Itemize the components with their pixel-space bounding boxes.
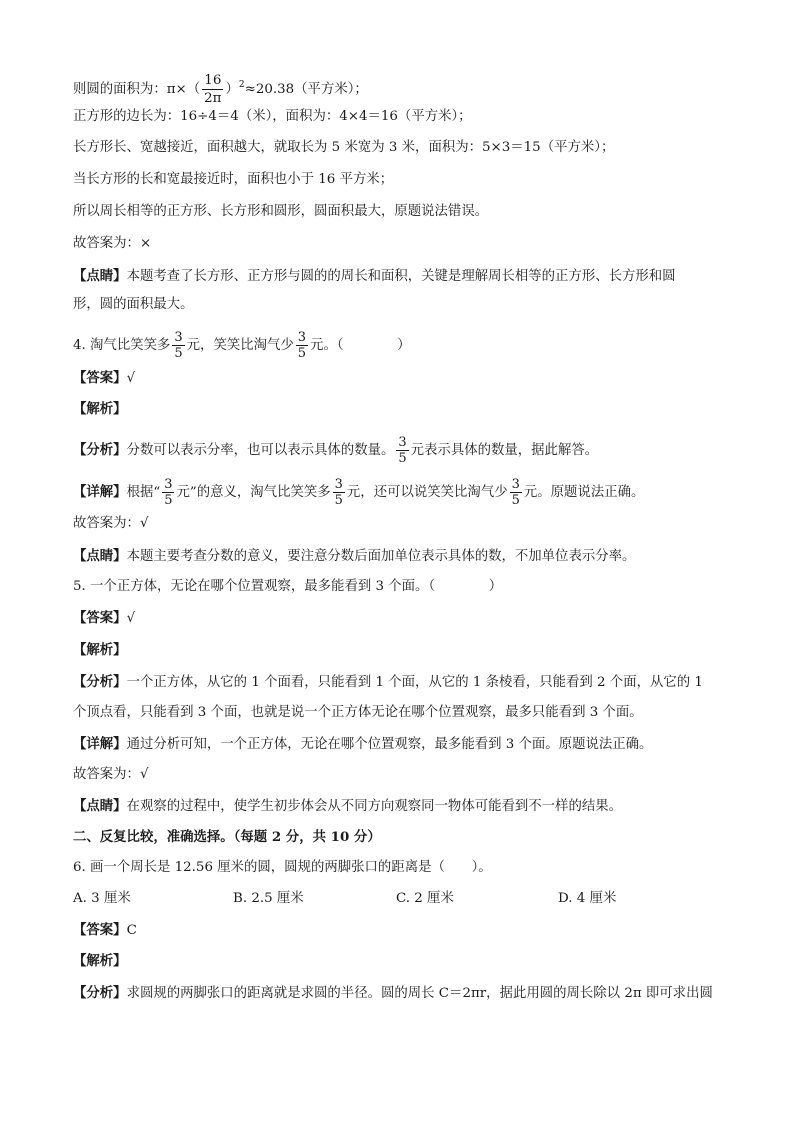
rectangle-area-line: 长方形长、宽越接近，面积越大，就取长为 5 米宽为 3 米，面积为：5×3＝15（平方米）； — [73, 140, 615, 155]
option-d: D. 4 厘米 — [558, 891, 617, 906]
q4-answer-line: 故答案为：√ — [73, 516, 149, 531]
q5-answer: 【答案】√ — [73, 610, 136, 626]
q4-fenxi: 【分析】分数可以表示分率，也可以表示具体的数量。 $\frac{3}{5}$ 元表示具体的数量，据此解答。 — [73, 435, 599, 466]
fraction-3-5: $\frac{3}{5}$ — [297, 330, 307, 361]
q6-options — [73, 888, 733, 910]
answer-line: 故答案为：× — [73, 236, 152, 251]
square-area-line: 正方形的边长为：16÷4＝4（米），面积为：4×4＝16（平方米）； — [73, 109, 472, 124]
q6-fenxi: 【分析】求圆规的两脚张口的距离就是求圆的半径。圆的周长 C＝2πr，据此用圆的周长除以 2π 即可求出圆 — [73, 985, 713, 1001]
fraction-3-5: $\frac{3}{5}$ — [164, 477, 173, 508]
question-6: 6. 画一个周长是 12.56 厘米的圆，圆规的两脚张口的距离是（ ）。 — [73, 860, 492, 875]
rectangle-compare-line: 当长方形的长和宽最接近时，面积也小于 16 平方米； — [73, 172, 394, 187]
q6-jiexi: 【解析】 — [73, 953, 127, 969]
fraction-3-5: $\frac{3}{5}$ — [334, 477, 343, 508]
fraction-3-5: $\frac{3}{5}$ — [174, 330, 183, 361]
q4-jiexi: 【解析】 — [73, 401, 127, 417]
q4-answer: 【答案】√ — [73, 370, 136, 386]
section-2-heading: 二、反复比较，准确选择。（每题 2 分，共 10 分） — [73, 829, 381, 845]
fraction-3-5: $\frac{3}{5}$ — [398, 435, 407, 466]
fraction-3-5: $\frac{3}{5}$ — [511, 477, 520, 508]
q5-dianjing: 【点睛】在观察的过程中，使学生初步体会从不同方向观察同一物体可能看到不一样的结果。 — [73, 798, 623, 814]
option-c: C. 2 厘米 — [396, 891, 454, 906]
option-b: B. 2.5 厘米 — [233, 891, 304, 906]
q6-answer: 【答案】C — [73, 922, 137, 938]
q5-xiangjie: 【详解】通过分析可知，一个正方体，无论在哪个位置观察，最多能看到 3 个面。原题说法正确。 — [73, 736, 653, 752]
q5-fenxi-cont: 个顶点看，只能看到 3 个面，也就是说一个正方体无论在哪个位置观察，最多只能看到 3 个面。 — [73, 705, 643, 720]
dianjing-line-cont: 形，圆的面积最大。 — [73, 297, 194, 312]
question-5: 5. 一个正方体，无论在哪个位置观察，最多能看到 3 个面。（ ） — [73, 579, 503, 594]
q4-xiangjie: 【详解】根据“ $\frac{3}{5}$ 元”的意义，淘气比笑笑多 $\frac{3}{5}$ 元，还可以说笑笑比淘气少 $\frac{3}{5}$ 元。原题说法正确。 — [73, 477, 645, 508]
dianjing-line: 【点睛】本题考查了长方形、正方形与圆的的周长和面积，关键是理解周长相等的正方形、长方形和圆 — [73, 268, 676, 284]
q5-answer-line: 故答案为：√ — [73, 767, 149, 782]
conclusion-line: 所以周长相等的正方形、长方形和圆形，圆面积最大，原题说法错误。 — [73, 204, 489, 219]
question-4: 4. 淘气比笑笑多 $\frac{3}{5}$ 元，笑笑比淘气少 $\frac{3}{5}$ 元。（ ） — [73, 330, 411, 361]
option-a: A. 3 厘米 — [73, 891, 131, 906]
q4-dianjing: 【点睛】本题主要考查分数的意义，要注意分数后面加单位表示具体的数，不加单位表示分率。 — [73, 548, 636, 564]
q5-jiexi: 【解析】 — [73, 642, 127, 658]
q5-fenxi: 【分析】一个正方体，从它的 1 个面看，只能看到 1 个面，从它的 1 条棱看，只能看到 2 个面，从它的 1 — [73, 674, 703, 690]
circle-area-line: 则圆的面积为：π×（ $\frac{16}{2\pi}$ ）$^2$≈20.38（平方米）； — [73, 73, 368, 106]
fraction-16-over-2pi: $\frac{16}{2\pi}$ — [204, 73, 222, 106]
